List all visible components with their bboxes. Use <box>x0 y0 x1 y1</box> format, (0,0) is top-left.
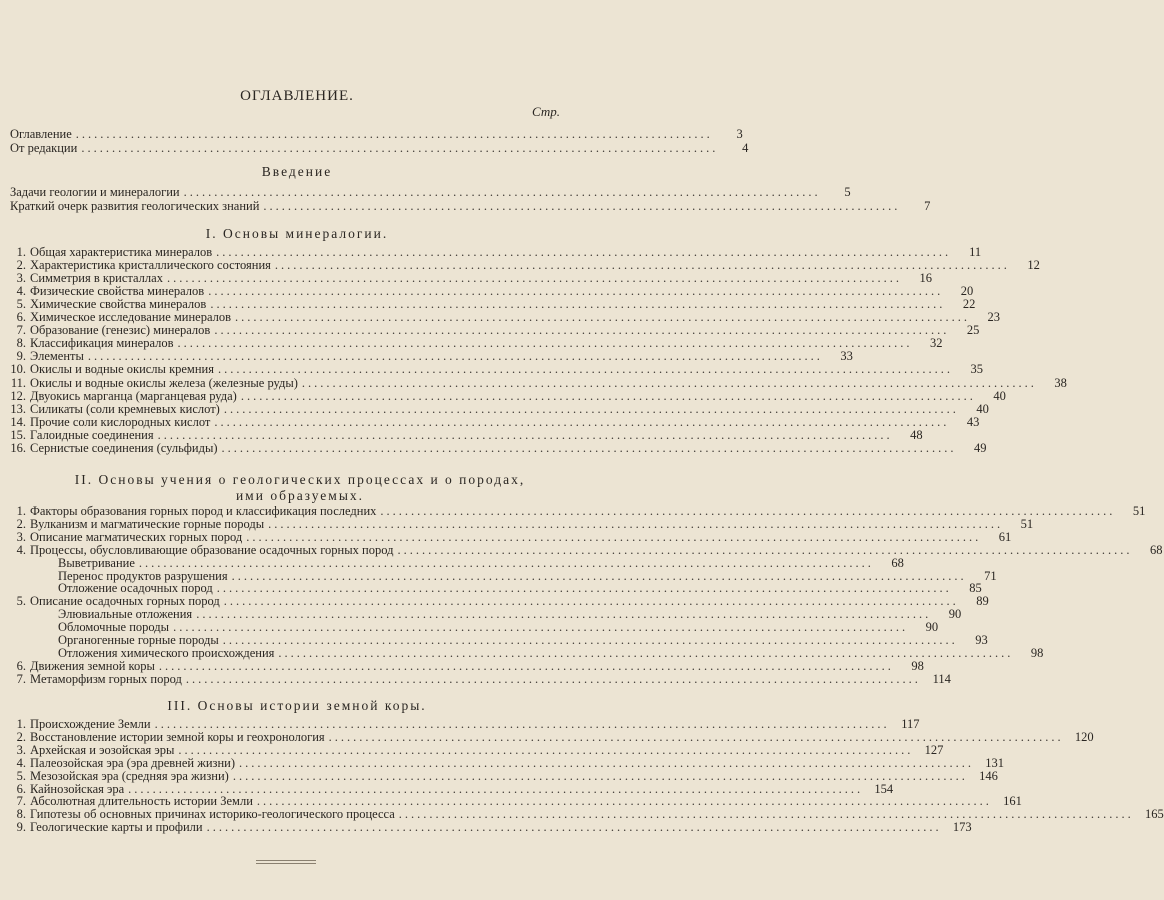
entry-number: 8. <box>16 336 26 351</box>
entry-title: Классификация минералов <box>30 336 174 351</box>
leader-dots: ........................................................................................................................ <box>208 284 944 299</box>
leader-dots: ........................................................................................................................ <box>138 555 874 570</box>
leader-dots: ........................................................................................................................ <box>217 362 953 377</box>
page-title: ОГЛАВЛЕНИЕ. <box>240 88 354 104</box>
entry-title: Характеристика кристаллического состояния <box>30 258 271 273</box>
entry-title: Отложение осадочных пород <box>58 581 213 596</box>
toc-entry: Краткий очерк развития геологических знаний ........................................................................................................ 7 <box>10 199 931 213</box>
leader-dots: ........................................................................................................................ <box>154 717 890 731</box>
entry-page: 127 <box>924 742 944 757</box>
entry-title: Симметрия в кристаллах <box>30 271 163 286</box>
toc-entry <box>4 336 943 351</box>
leader-dots: ........................................................................................................................ <box>166 271 902 286</box>
toc-entry <box>4 742 944 757</box>
entry-title: Двуокись марганца (марганцевая руда) <box>30 388 237 403</box>
entry-page: 89 <box>976 594 989 609</box>
leader-dots: ........................................................................................................................ <box>216 245 952 259</box>
leader-dots: ........................................................................................................................ <box>128 781 864 796</box>
entry-page: 20 <box>960 284 974 299</box>
entry-title: Образование (генезис) минералов <box>30 323 211 338</box>
entry-number: 6. <box>16 781 26 796</box>
leader-dots: ........................................................................................................................ <box>278 645 1014 660</box>
entry-page: 146 <box>979 768 998 783</box>
entry-title: Метаморфизм горных пород <box>30 671 182 686</box>
entry-title: Сернистые соединения (сульфиды) <box>30 440 218 455</box>
entry-title: Отложения химического происхождения <box>58 645 275 660</box>
entry-number: 2. <box>16 258 26 273</box>
entry-number: 5. <box>16 297 26 312</box>
entry-title: Химические свойства минералов <box>30 297 207 312</box>
entry-number: 6. <box>16 310 26 325</box>
toc-entry <box>4 414 980 429</box>
entry-title: Описание осадочных горных пород <box>30 594 220 609</box>
entry-page: 22 <box>962 297 976 312</box>
leader-dots: ........................................................................................................................ <box>177 336 913 351</box>
entry-title: Органогенные горные породы <box>58 633 219 647</box>
entry-number: 11. <box>10 375 26 390</box>
toc-entry <box>4 755 1005 770</box>
entry-page: 68 <box>891 555 904 570</box>
entry-page: 71 <box>984 568 997 583</box>
toc-entry <box>4 671 951 686</box>
entry-number: 4. <box>16 284 26 299</box>
toc-entry <box>4 529 1012 544</box>
toc-entry <box>4 729 1094 744</box>
toc-entry <box>4 440 987 455</box>
entry-title: Обломочные породы <box>58 620 170 635</box>
leader-dots: ........................................................................................................................ <box>256 794 992 809</box>
leader-dots: ........................................................................................................................ <box>380 504 1116 518</box>
leader-dots: ........................................................................................................................ <box>178 742 914 757</box>
entry-title: Окислы и водные окислы железа (железные руды) <box>30 375 298 390</box>
toc-entry <box>4 271 932 286</box>
toc-entry <box>4 388 1006 403</box>
toc-entry <box>4 658 924 673</box>
entry-page: 49 <box>974 440 987 455</box>
leader-dots: ........................................................................................................................ <box>206 820 942 835</box>
entry-number: 3. <box>16 271 26 286</box>
leader-dots: ........................................................................................................................ <box>274 258 1010 273</box>
entry-title: Прочие соли кислородных кислот <box>30 414 211 429</box>
entry-page: 51 <box>1132 504 1146 518</box>
entry-title: Окислы и водные окислы кремния <box>30 362 214 377</box>
entry-number: 13. <box>10 401 26 416</box>
leader-dots: ........................................................................................................................ <box>87 349 823 364</box>
toc-entry <box>4 245 982 259</box>
entry-page: 33 <box>840 349 853 364</box>
entry-page: 173 <box>952 820 972 835</box>
entry-title: Восстановление истории земной коры и геохронология <box>30 729 325 744</box>
entry-title: Элементы <box>30 349 84 364</box>
leader-dots: ........................................................................................................................ <box>222 633 958 647</box>
section-heading-part1: I. Основы минералогии. <box>205 226 389 241</box>
decorative-rule <box>256 860 316 864</box>
entry-page: 161 <box>1003 794 1022 809</box>
entry-number: 4. <box>16 542 26 557</box>
entry-number: 2. <box>16 516 26 531</box>
entry-number: 8. <box>16 807 26 822</box>
leader-dots: ........................................................................................................................ <box>210 297 946 312</box>
entry-number: 9. <box>16 820 26 835</box>
entry-title: Палеозойская эра (эра древней жизни) <box>30 755 236 770</box>
entry-title: Общая характеристика минералов <box>30 245 213 259</box>
entry-page: 114 <box>932 671 951 686</box>
leader-dots: ........................................................................................................................ <box>223 401 959 416</box>
entry-title: Физические свойства минералов <box>30 284 205 299</box>
entry-page: 38 <box>1054 375 1067 390</box>
toc-entry <box>4 542 1163 557</box>
entry-page: 35 <box>970 362 983 377</box>
entry-page: 68 <box>1149 542 1163 557</box>
entry-page: 93 <box>975 633 988 647</box>
leader-dots: ........................................................................................................................ <box>231 568 967 583</box>
leader-dots: ........................................................................................................................ <box>223 594 959 609</box>
entry-page: 85 <box>969 581 982 596</box>
toc-entry <box>58 555 904 570</box>
toc-entry <box>4 349 853 364</box>
toc-entry <box>4 516 1034 531</box>
leader-dots: ........................................................................................................................ <box>301 375 1037 390</box>
entry-number: 9. <box>16 349 26 364</box>
toc-entry <box>4 323 980 338</box>
entry-page: 40 <box>993 388 1006 403</box>
entry-number: 2. <box>16 729 26 744</box>
leader-dots: ........................................................................................................................ <box>173 620 909 635</box>
entry-number: 1. <box>16 245 26 259</box>
entry-page: 12 <box>1027 258 1040 273</box>
entry-number: 16. <box>10 440 26 455</box>
entry-title: Мезозойская эра (средняя эра жизни) <box>30 768 229 783</box>
toc-entry <box>4 258 1040 273</box>
toc-entry <box>4 297 976 312</box>
entry-title: Выветривание <box>58 555 135 570</box>
leader-dots: ........................................................................................................................ <box>235 310 971 325</box>
entry-page: 165 <box>1145 807 1164 822</box>
entry-title: Элювиальные отложения <box>58 607 193 622</box>
entry-number: 15. <box>10 427 26 442</box>
leader-dots: ........................................................................................................................ <box>214 414 950 429</box>
leader-dots: ........................................................................................................................ <box>239 755 975 770</box>
entry-number: 1. <box>16 717 26 731</box>
toc-entry <box>4 310 1001 325</box>
leader-dots: ........................................................................................................................ <box>158 658 894 673</box>
entry-title: Гипотезы об основных причинах историко-геологического процесса <box>30 807 395 822</box>
entry-page: 48 <box>910 427 923 442</box>
entry-page: 43 <box>966 414 980 429</box>
entry-page: 16 <box>919 271 932 286</box>
entry-number: 4. <box>16 755 26 770</box>
entry-number: 6. <box>16 658 26 673</box>
entry-page: 98 <box>1030 645 1044 660</box>
entry-title: Вулканизм и магматические горные породы <box>30 516 265 531</box>
entry-number: 3. <box>16 742 26 757</box>
leader-dots: ........................................................................................................................ <box>221 440 957 455</box>
entry-title: Галоидные соединения <box>30 427 154 442</box>
toc-entry <box>4 768 998 783</box>
toc-entry <box>4 284 974 299</box>
leader-dots: ........................................................................................................................ <box>196 607 932 622</box>
entry-title: Абсолютная длительность истории Земли <box>30 794 253 809</box>
entry-number: 5. <box>16 594 26 609</box>
toc-entry: Задачи геологии и минералогии ........................................................................................................ 5 <box>10 185 851 199</box>
entry-page: 23 <box>987 310 1001 325</box>
toc-entry <box>4 401 989 416</box>
leader-dots: ........................................................................................................................ <box>328 729 1064 744</box>
section-heading-intro: Введение <box>261 164 333 179</box>
leader-dots: ........................................................................................................................ <box>214 323 950 338</box>
entry-page: 32 <box>930 336 943 351</box>
entry-page: 131 <box>985 755 1005 770</box>
leader-dots: ........................................................................................................................ <box>397 542 1133 557</box>
toc-entry: От редакции ........................................................................................................ 4 <box>10 141 749 155</box>
entry-number: 7. <box>16 794 26 809</box>
entry-page: 120 <box>1074 729 1094 744</box>
entry-number: 12. <box>10 388 26 403</box>
entry-title: Описание магматических горных пород <box>30 529 243 544</box>
toc-entry <box>4 427 923 442</box>
leader-dots: ........................................................................................................................ <box>216 581 952 596</box>
leader-dots: ........................................................................................................................ <box>185 671 921 686</box>
toc-entry <box>4 375 1067 390</box>
entry-title: Перенос продуктов разрушения <box>58 568 228 583</box>
entry-page: 40 <box>976 401 989 416</box>
leader-dots: ........................................................................................................................ <box>232 768 968 783</box>
entry-page: 11 <box>969 245 982 259</box>
entry-number: 14. <box>10 414 26 429</box>
section-heading-part3: III. Основы истории земной коры. <box>167 698 427 713</box>
entry-title: Архейская и эозойская эры <box>30 742 175 757</box>
toc-entry: Оглавление ........................................................................................................ 3 <box>10 127 743 141</box>
entry-number: 7. <box>16 671 26 686</box>
entry-page: 98 <box>911 658 924 673</box>
entry-title: Происхождение Земли <box>30 717 151 731</box>
entry-number: 10. <box>10 362 26 377</box>
entry-title: Химическое исследование минералов <box>30 310 232 325</box>
entry-number: 7. <box>16 323 26 338</box>
entry-page: 61 <box>998 529 1012 544</box>
section-heading-part2: II. Основы учения о геологических процессах и о породах, ими образуемых. <box>74 472 526 503</box>
entry-page: 90 <box>948 607 962 622</box>
entry-page: 51 <box>1020 516 1034 531</box>
entry-title: Процессы, обусловливающие образование осадочных горных пород <box>30 542 394 557</box>
entry-title: Факторы образования горных пород и классификация последних <box>30 504 377 518</box>
entry-title: Кайнозойская эра <box>30 781 125 796</box>
entry-title: Силикаты (соли кремневых кислот) <box>30 401 220 416</box>
toc-entry <box>4 362 983 377</box>
entry-page: 25 <box>966 323 980 338</box>
leader-dots: ........................................................................................................................ <box>398 807 1134 822</box>
leader-dots: ........................................................................................................................ <box>157 427 893 442</box>
toc-entry <box>58 645 1044 660</box>
entry-number: 3. <box>16 529 26 544</box>
page-column-label: Стр. <box>532 104 560 119</box>
leader-dots: ........................................................................................................................ <box>246 529 982 544</box>
toc-entry <box>4 820 972 835</box>
leader-dots: ........................................................................................................................ <box>268 516 1004 531</box>
entry-page: 90 <box>925 620 939 635</box>
entry-title: Движения земной коры <box>30 658 155 673</box>
entry-page: 117 <box>901 717 920 731</box>
entry-number: 5. <box>16 768 26 783</box>
entry-number: 1. <box>16 504 26 518</box>
entry-title: Геологические карты и профили <box>30 820 203 835</box>
entry-page: 154 <box>874 781 894 796</box>
leader-dots: ........................................................................................................................ <box>240 388 976 403</box>
